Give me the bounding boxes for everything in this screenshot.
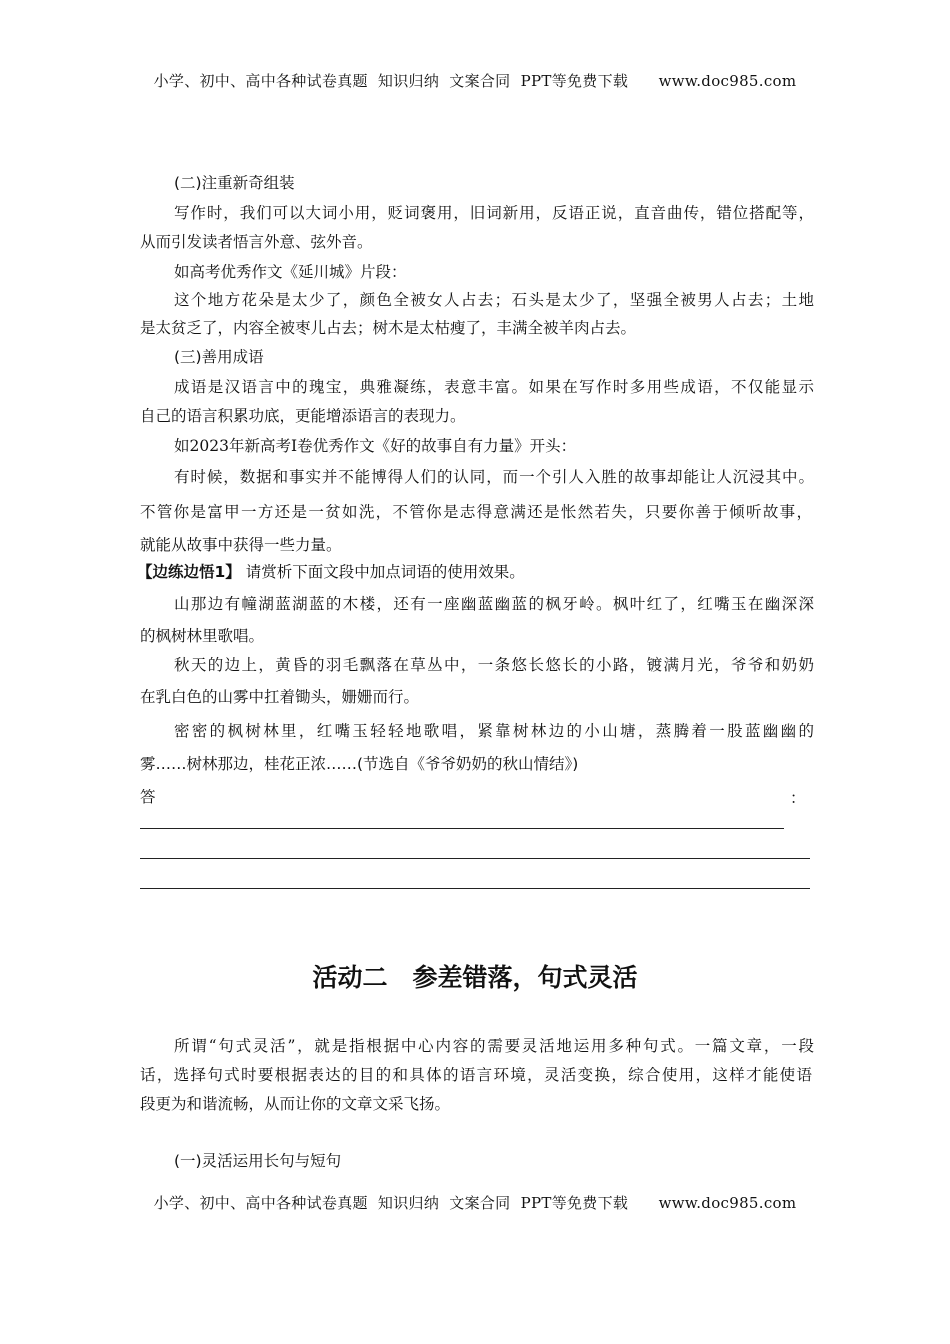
exercise-passage-line: 在乳白色的山雾中扛着锄头，姗姗而行。 — [140, 688, 420, 706]
paragraph-line: 话，选择句式时要根据表达的目的和具体的语言环境，灵活变换，综合使用，这样才能使语 — [140, 1066, 812, 1084]
example-line: 是太贫乏了，内容全被枣儿占去；树木是太枯瘦了，丰满全被羊肉占去。 — [140, 319, 637, 337]
paragraph-line: 所谓“句式灵活”，就是指根据中心内容的需要灵活地运用多种句式。一篇文章，一段 — [174, 1037, 814, 1055]
example-intro: 如2023年新高考Ⅰ卷优秀作文《好的故事自有力量》开头： — [174, 437, 577, 455]
example-line: 不管你是富甲一方还是一贫如洗，不管你是志得意满还是怅然若失，只要你善于倾听故事， — [140, 503, 812, 521]
exercise-prompt: 请赏析下面文段中加点词语的使用效果。 — [245, 563, 525, 581]
example-line: 就能从故事中获得一些力量。 — [140, 536, 342, 554]
paragraph-line: 自己的语言积累功底，更能增添语言的表现力。 — [140, 407, 466, 425]
example-line: 这个地方花朵是太少了，颜色全被女人占去；石头是太少了，坚强全被男人占去；土地 — [174, 291, 814, 309]
section-heading-idioms: (三)善用成语 — [174, 348, 264, 366]
exercise-passage-line: 雾……树林那边，桂花正浓……(节选自《爷爷奶奶的秋山情结》) — [140, 755, 579, 773]
section-heading-long-short-sentences: (一)灵活运用长句与短句 — [174, 1152, 342, 1170]
answer-label: 答 — [140, 788, 156, 806]
page-header: 小学、初中、高中各种试卷真题 知识归纳 文案合同 PPT等免费下载 www.doc985.com — [153, 72, 797, 90]
answer-line[interactable] — [140, 828, 784, 829]
answer-line[interactable] — [140, 888, 810, 889]
answer-colon: ： — [790, 789, 806, 807]
paragraph-line: 从而引发读者悟言外意、弦外音。 — [140, 233, 373, 251]
answer-line[interactable] — [140, 858, 810, 859]
paragraph-line: 写作时，我们可以大词小用，贬词褒用，旧词新用，反语正说，直音曲传，错位搭配等， — [174, 204, 814, 222]
paragraph-line: 成语是汉语言中的瑰宝，典雅凝练，表意丰富。如果在写作时多用些成语，不仅能显示 — [174, 378, 814, 396]
exercise-passage-line: 的枫树林里歌唱。 — [140, 627, 265, 645]
exercise-passage-line: 山那边有幢湖蓝湖蓝的木楼，还有一座幽蓝幽蓝的枫牙岭。枫叶红了，红嘴玉在幽深深 — [174, 595, 814, 613]
paragraph-line: 段更为和谐流畅，从而让你的文章文采飞扬。 — [140, 1095, 451, 1113]
exercise-passage-line: 密密的枫树林里，红嘴玉轻轻地歌唱，紧靠树林边的小山塘，蒸腾着一股蓝幽幽的 — [174, 722, 814, 740]
section-heading-novel-assembly: (二)注重新奇组装 — [174, 174, 295, 192]
exercise-tag: 【边练边悟1】 — [137, 563, 241, 581]
exercise-passage-line: 秋天的边上，黄昏的羽毛飘落在草丛中，一条悠长悠长的小路，镀满月光，爷爷和奶奶 — [174, 656, 814, 674]
activity-title: 活动二 参差错落，句式灵活 — [312, 963, 638, 992]
exercise-prompt-line — [137, 561, 809, 583]
page-footer: 小学、初中、高中各种试卷真题 知识归纳 文案合同 PPT等免费下载 www.doc985.com — [153, 1194, 797, 1212]
example-line: 有时候，数据和事实并不能博得人们的认同，而一个引人入胜的故事却能让人沉浸其中。 — [174, 468, 814, 486]
example-intro: 如高考优秀作文《延川城》片段： — [174, 263, 407, 281]
